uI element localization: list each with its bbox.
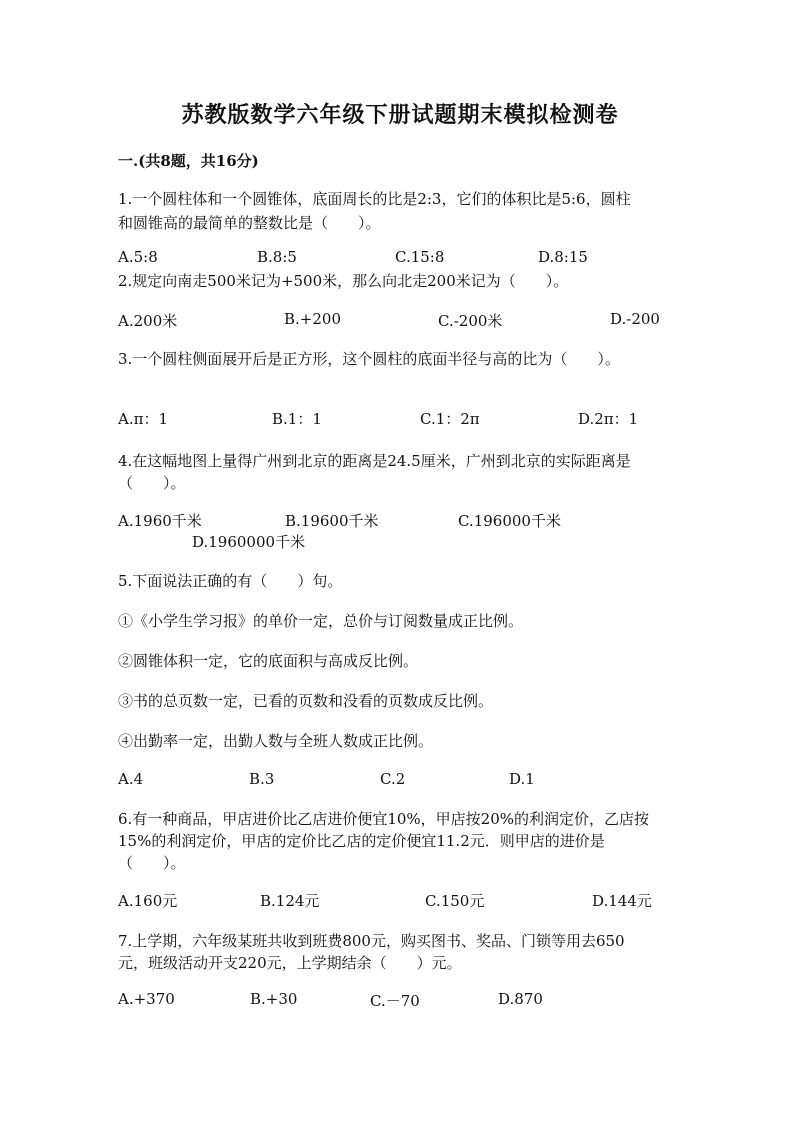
q1-option-a: A.5:8 (118, 248, 158, 266)
q2-option-c: C.-200米 (438, 312, 503, 330)
q2-option-d: D.-200 (610, 310, 660, 328)
q7-line-1: 7.上学期，六年级某班共收到班费800元，购买图书、奖品、门锁等用去650 (118, 932, 625, 950)
q2-line-1: 2.规定向南走500米记为+500米，那么向北走200米记为（ ）。 (118, 272, 569, 290)
q4-option-c: C.196000千米 (458, 512, 561, 530)
q4-line-2: （ ）。 (118, 474, 186, 492)
q3-option-c: C.1：2π (420, 410, 480, 428)
q7-option-c: C.－70 (370, 992, 420, 1010)
q4-line-1: 4.在这幅地图上量得广州到北京的距离是24.5厘米，广州到北京的实际距离是 (118, 452, 631, 470)
q5-option-b: B.3 (249, 770, 275, 788)
q5-statement-3: ③书的总页数一定，已看的页数和没看的页数成反比例。 (118, 692, 494, 710)
q5-statement-1: ①《小学生学习报》的单价一定，总价与订阅数量成正比例。 (118, 612, 524, 630)
q5-line-1: 5.下面说法正确的有（ ）句。 (118, 572, 343, 590)
q6-line-1: 6.有一种商品，甲店进价比乙店进价便宜10%，甲店按20%的利润定价，乙店按 (118, 810, 649, 828)
q4-option-b: B.19600千米 (285, 512, 379, 530)
q6-line-3: （ ）。 (118, 854, 186, 872)
q5-option-c: C.2 (380, 770, 406, 788)
q6-option-a: A.160元 (118, 892, 178, 910)
q4-option-a: A.1960千米 (118, 512, 202, 530)
q3-option-b: B.1：1 (272, 410, 322, 428)
q5-statement-2: ②圆锥体积一定，它的底面积与高成反比例。 (118, 652, 419, 670)
q1-option-d: D.8:15 (538, 248, 588, 266)
q4-option-d: D.1960000千米 (192, 533, 306, 551)
q7-line-2: 元，班级活动开支220元，上学期结余（ ）元。 (118, 954, 462, 972)
q1-option-b: B.8:5 (257, 248, 297, 266)
q5-option-a: A.4 (118, 770, 144, 788)
q3-option-d: D.2π：1 (578, 410, 639, 428)
section-heading: 一.(共8题，共16分) (118, 152, 259, 170)
q1-option-c: C.15:8 (395, 248, 445, 266)
q3-line-1: 3.一个圆柱侧面展开后是正方形，这个圆柱的底面半径与高的比为（ ）。 (118, 350, 620, 368)
q6-line-2: 15%的利润定价，甲店的定价比乙店的定价便宜11.2元．则甲店的进价是 (118, 832, 605, 850)
q6-option-c: C.150元 (425, 892, 485, 910)
q2-option-b: B.+200 (284, 310, 341, 328)
q7-option-b: B.+30 (250, 990, 298, 1008)
q1-line-2: 和圆锥高的最简单的整数比是（ ）。 (118, 214, 381, 232)
q2-option-a: A.200米 (118, 312, 178, 330)
page-title: 苏教版数学六年级下册试题期末模拟检测卷 (181, 102, 619, 128)
q5-statement-4: ④出勤率一定，出勤人数与全班人数成正比例。 (118, 732, 434, 750)
q6-option-b: B.124元 (260, 892, 320, 910)
q1-line-1: 1.一个圆柱体和一个圆锥体，底面周长的比是2:3，它们的体积比是5:6，圆柱 (118, 190, 631, 208)
q6-option-d: D.144元 (592, 892, 652, 910)
q5-option-d: D.1 (509, 770, 535, 788)
q3-option-a: A.π：1 (118, 410, 169, 428)
q7-option-d: D.870 (498, 990, 543, 1008)
q7-option-a: A.+370 (118, 990, 175, 1008)
